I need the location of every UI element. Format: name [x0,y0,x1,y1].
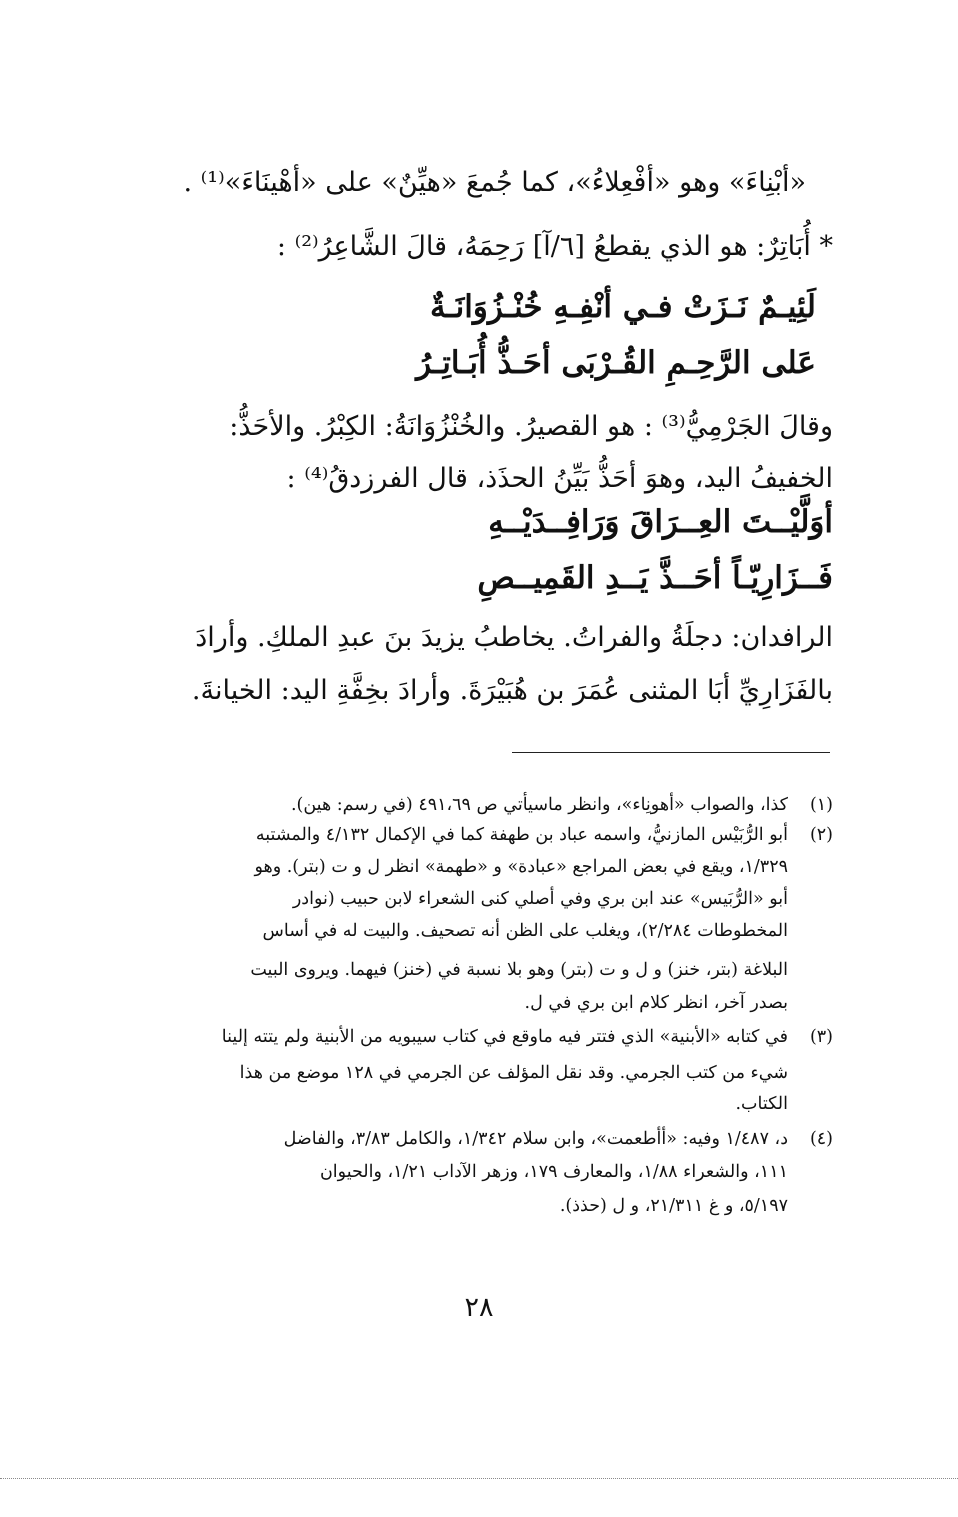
footnote-3-line-2: شيء من كتب الجرمي. وقد نقل المؤلف عن الجرمي في ١٢٨ موضع من هذا [239,1063,788,1083]
footnote-2-line-2: ١/٣٢٩، ويقع في بعض المراجع «عبادة» و «طهمة» انظر ل و ت (بتر). وهو [254,857,788,877]
body-line-2: * أُبَاتِرٌ: هو الذي يقطعُ [٦/آ] رَحِمَهُ، قالَ الشَّاعِرُ⁽²⁾ : [276,231,833,262]
verse-line-3: أوَلَّيْــتَ العِــرَاقَ وَرَافِــدَيْــهِ [488,504,833,540]
verse-line-4: فَــزَارِيّـاً أحَــذَّ يَــدِ القَمِيــصِ [477,560,833,596]
body-line-3: وقالَ الجَرْمِيُّ⁽³⁾ : هو القصيرُ. والخُنْزُوَانَةُ: الكِبْرُ. والأحَذُّ: [229,411,833,442]
body-line-5: الرافدان: دجلَةُ والفراتُ. يخاطبُ يزيدَ بنَ عبدِ الملكِ. وأرادَ [195,622,833,653]
footnote-3-line-1: في كتابه «الأبنية» الذي فتتر فيه ماوقع في كتاب سيبويه من الأبنية ولم يتته إلينا [221,1027,788,1047]
footnote-2-line-6: بصدر آخر، انظر كلام ابن بري في ل. [524,993,788,1013]
footnote-2-line-3: أبو «الرُّبَيس» عند ابن بري وفي أصلي كنى الشعراء لابن حبيب (نوادر [292,889,788,909]
footnote-2-line-5: البلاغة (بتر، خنز) و ل و ت (بتر) وهو بلا نسبة في (خنز) فيهما. ويروى البيت [250,960,788,980]
page-number: ٢٨ [464,1292,494,1323]
scan-edge-dotted-line [0,1478,958,1479]
footnote-1-line-1: كذا، والصواب «أهونِاء»، وانظر ماسيأتي ص ٤٩١،٦٩ (في رسم: هين). [290,795,788,815]
body-line-6: بالفَزَارِيِّ أبَا المثنى عُمَرَ بن هُبَيْرَةَ. وأرادَ بخِفَّةِ اليد: الخيانةَ. [191,675,833,706]
footnote-separator [512,752,830,753]
footnote-3-line-3: الكتاب. [735,1094,788,1114]
footnote-2-line-4: المخطوطات ٢/٢٨٤)، ويغلب على الظن أنه تصحيف. والبيت له في أساس [262,921,788,941]
footnote-number-3: (٣) [809,1027,833,1047]
footnote-number-2: (٢) [809,825,833,845]
footnote-2-line-1: أبو الرُّبَيْس المازنيُّ، واسمه عباد بن طهفة كما في الإكمال ٤/١٣٢ والمشتبه [255,825,788,845]
verse-line-1: لَئِيـمٌ نَـزَتْ فـي أنْفِـهِ خُنْـزُوَانَـةٌ [429,289,816,325]
verse-line-2: عَلى الرَّحِـمِ القُـرْبَى أحَـذُّ أُبَـاتِـرُ [416,345,816,381]
body-line-4: الخفيفُ اليد، وهوَ أحَذُّ بَيِّنُ الحذَذ، قال الفرزدقُ⁽⁴⁾ : [286,463,833,494]
body-line-1: «أبْنِاءَ» وهو «أفْعِلاءُ»، كما جُمعَ «هيِّنٌ» على «أهْينَاءَ»⁽¹⁾ . [183,167,806,198]
footnote-number-4: (٤) [809,1129,833,1149]
footnote-4-line-2: ١١١، والشعراء ١/٨٨، والمعارف ١٧٩، وزهر الآداب ١/٢١، والحيوان [319,1162,788,1182]
footnote-number-1: (١) [809,795,833,815]
footnote-4-line-1: د، ١/٤٨٧ وفيه: «أأطعمت»، وابن سلام ١/٣٤٢، والكامل ٣/٨٣، والفاضل [283,1129,788,1149]
footnote-4-line-3: ٥/١٩٧، و غ ٢١/٣١١، و ل (حذذ). [559,1196,788,1216]
